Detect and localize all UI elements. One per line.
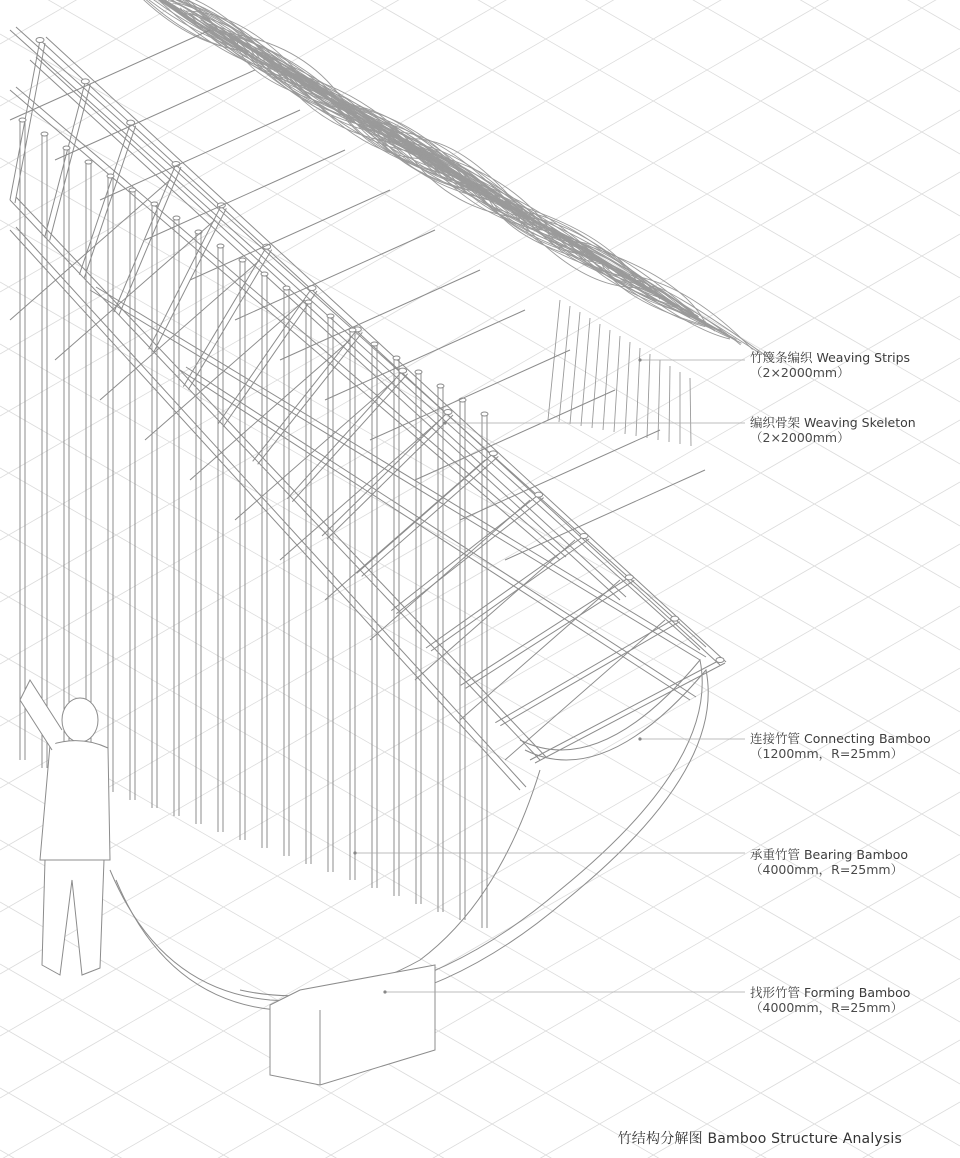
- figure-legs: [42, 860, 104, 975]
- label-spec: （2×2000mm）: [750, 430, 850, 445]
- bamboo-rail: [10, 90, 560, 560]
- label-spec: （4000mm，R=25mm）: [750, 1000, 904, 1015]
- connecting-bamboo: [45, 81, 86, 237]
- bamboo-joint: [716, 658, 724, 663]
- label-spec: （2×2000mm）: [750, 365, 850, 380]
- grid-line: [0, 0, 960, 44]
- label-spec: （1200mm，R=25mm）: [750, 746, 904, 761]
- weaving-strip: [548, 300, 560, 420]
- weaving-strip: [647, 354, 650, 438]
- bamboo-joint: [151, 202, 158, 206]
- leader-dot: [353, 851, 356, 854]
- grid-line: [0, 34, 960, 588]
- bamboo-joint: [261, 272, 268, 276]
- weaving-strip: [690, 378, 691, 446]
- grid-line: [0, 0, 960, 292]
- weaving-strip: [625, 342, 630, 434]
- grid-line: [0, 778, 960, 1158]
- weaving-strip: [614, 336, 620, 432]
- bamboo-joint: [19, 118, 26, 122]
- connecting-bamboo: [495, 619, 674, 723]
- leader-dot: [638, 358, 641, 361]
- bamboo-joint: [327, 314, 334, 318]
- leader-dot: [383, 990, 386, 993]
- bamboo-rail: [30, 60, 620, 600]
- connecting-bamboo: [84, 126, 135, 278]
- label-name: 竹篾条编织 Weaving Strips: [750, 350, 911, 365]
- label-connecting-bamboo: [750, 731, 931, 761]
- bamboo-joint: [217, 244, 224, 248]
- label-forming-bamboo: [750, 985, 910, 1015]
- grid-line: [0, 0, 960, 478]
- bracing-bamboo: [460, 580, 620, 720]
- bamboo-joint: [580, 534, 588, 539]
- grid-line: [0, 654, 960, 1158]
- grid-line: [0, 902, 960, 1158]
- bamboo-joint: [41, 132, 48, 136]
- grid-line: [0, 1150, 960, 1158]
- bracing-bamboo: [505, 470, 705, 560]
- weaving-strip: [658, 360, 660, 440]
- connecting-bamboo: [287, 371, 402, 499]
- bamboo-joint: [444, 410, 452, 415]
- weaving-strip: [669, 366, 670, 442]
- connecting-bamboo: [362, 456, 499, 576]
- bamboo-joint: [107, 174, 114, 178]
- grid-line: [0, 0, 960, 464]
- bamboo-joint: [85, 160, 92, 164]
- drawing-caption: 竹结构分解图 Bamboo Structure Analysis: [617, 1131, 902, 1147]
- grid-line: [0, 0, 960, 92]
- bamboo-joint: [437, 384, 444, 388]
- bamboo-joint: [625, 575, 633, 580]
- label-weaving-strips: [750, 350, 910, 380]
- leader-dot: [638, 737, 641, 740]
- bamboo-joint: [81, 79, 89, 84]
- bamboo-rail: [16, 227, 526, 787]
- label-name: 编织骨架 Weaving Skeleton: [750, 415, 916, 430]
- bamboo-joint: [173, 216, 180, 220]
- label-spec: （4000mm，R=25mm）: [750, 862, 904, 877]
- bamboo-joint: [415, 370, 422, 374]
- bamboo-joint: [129, 188, 136, 192]
- figure-head: [62, 698, 98, 742]
- connecting-bamboo: [500, 622, 679, 726]
- grid-line: [0, 220, 960, 774]
- connecting-bamboo: [466, 580, 635, 688]
- forming-bamboo: [116, 670, 708, 1011]
- human-figure: [20, 680, 110, 975]
- label-name: 连接竹管 Connecting Bamboo: [750, 731, 931, 746]
- label-name: 找形竹管 Forming Bamboo: [750, 985, 911, 1000]
- bamboo-joint: [399, 368, 407, 373]
- connecting-bamboo: [258, 332, 363, 464]
- bamboo-joint: [283, 286, 290, 290]
- leader-dot: [443, 421, 446, 424]
- weaving-strips-layer: [83, 0, 771, 446]
- weaving-strip: [581, 318, 590, 426]
- bamboo-joint: [371, 342, 378, 346]
- grid-line: [0, 730, 960, 1158]
- figure-body: [40, 741, 110, 860]
- bracing-bamboo: [10, 30, 210, 120]
- grid-line: [0, 0, 960, 106]
- connecting-bamboo: [50, 84, 91, 240]
- connecting-bamboo: [154, 208, 227, 352]
- bamboo-joint: [305, 300, 312, 304]
- bamboo-joint: [671, 616, 679, 621]
- label-name: 承重竹管 Bearing Bamboo: [750, 847, 908, 862]
- grid-line: [0, 606, 960, 1158]
- bamboo-joint: [36, 38, 44, 43]
- bamboo-joint: [239, 258, 246, 262]
- bamboo-rail: [180, 370, 690, 700]
- grid-line: [0, 48, 960, 602]
- bamboo-joint: [489, 451, 497, 456]
- connecting-bamboo: [149, 205, 222, 349]
- grid-line: [0, 0, 960, 340]
- bracing-bamboo: [280, 270, 480, 360]
- forming-bamboo: [240, 770, 540, 996]
- weaving-strip: [559, 306, 570, 422]
- base-pedestal: [270, 965, 435, 1085]
- grid-line: [0, 916, 960, 1158]
- bamboo-joint: [535, 492, 543, 497]
- bamboo-joint: [481, 412, 488, 416]
- bamboo-rail: [96, 287, 706, 657]
- bracing-bamboo: [190, 340, 350, 480]
- bamboo-joint: [63, 146, 70, 150]
- weaving-strip: [603, 330, 610, 430]
- grid-line: [0, 0, 960, 168]
- bamboo-joint: [393, 356, 400, 360]
- label-bearing-bamboo: [750, 847, 908, 877]
- connecting-bamboo: [119, 167, 181, 315]
- label-weaving-skeleton: [750, 415, 916, 445]
